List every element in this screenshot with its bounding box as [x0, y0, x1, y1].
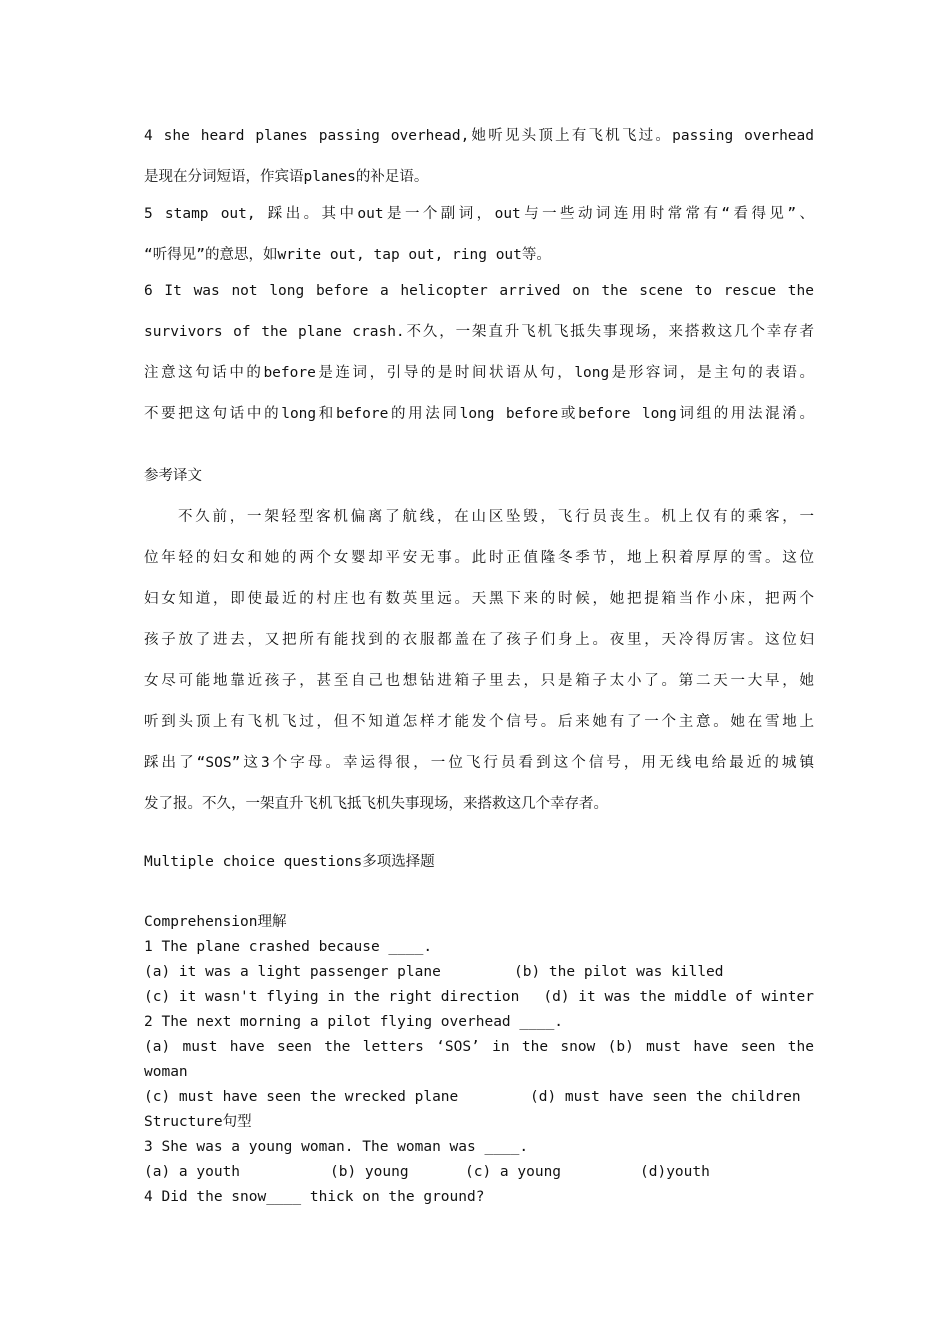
note-line: 6 It was not long before a helicopter arrived on the scene to rescue the	[144, 283, 814, 299]
translation-line: 女尽可能地靠近孩子，甚至自己也想钻进箱子里去，只是箱子太小了。第二天一大早，她	[144, 673, 814, 689]
question-2-option-a-cont: woman	[144, 1064, 188, 1080]
question-3-stem: 3 She was a young woman. The woman was ____.	[144, 1139, 529, 1155]
option-b: (b) young	[330, 1164, 409, 1180]
translation-line: 孩子放了进去，又把所有能找到的衣服都盖在了孩子们身上。夜里，天冷得厉害。这位妇	[144, 632, 814, 648]
question-2-stem: 2 The next morning a pilot flying overhead ____.	[144, 1014, 564, 1030]
note-5	[144, 194, 814, 276]
question-1-stem: 1 The plane crashed because ____.	[144, 939, 433, 955]
option-c: (c) it wasn't flying in the right direction	[144, 989, 520, 1005]
note-4	[144, 116, 814, 198]
mcq-questions	[144, 910, 814, 1210]
structure-heading: Structure句型	[144, 1114, 252, 1130]
question-2-options-row-2	[144, 1085, 814, 1110]
translation-line: 位年轻的妇女和她的两个女婴却平安无事。此时正值隆冬季节，地上积着厚厚的雪。这位	[144, 550, 814, 566]
note-line: 4 she heard planes passing overhead,她听见头顶上有飞机飞过。passing overhead	[144, 128, 814, 144]
option-a: (a) a youth	[144, 1164, 241, 1180]
note-line: 不要把这句话中的long和before的用法同long before或before long词组的用法混淆。	[144, 406, 814, 422]
note-line: survivors of the plane crash.不久，一架直升飞机飞抵失事现场，来搭救这几个幸存者	[144, 324, 814, 340]
question-4-stem: 4 Did the snow____ thick on the ground?	[144, 1189, 485, 1205]
translation-heading: 参考译文	[144, 468, 202, 484]
comprehension-heading: Comprehension理解	[144, 914, 287, 930]
note-6	[144, 271, 814, 435]
question-3-options	[144, 1160, 814, 1185]
question-2-option-a: (a) must have seen the letters ‘SOS’ in the snow (b) must have seen the	[144, 1039, 814, 1055]
mcq-heading: Multiple choice questions多项选择题	[144, 854, 435, 870]
note-line: “听得见”的意思，如write out, tap out, ring out等。	[144, 247, 551, 263]
option-b: (b) the pilot was killed	[514, 964, 724, 980]
translation-line: 不久前，一架轻型客机偏离了航线，在山区坠毁，飞行员丧生。机上仅有的乘客，一	[178, 509, 814, 525]
option-c: (c) must have seen the wrecked plane	[144, 1089, 459, 1105]
translation-line: 发了报。不久，一架直升飞机飞抵飞机失事现场，来搭救这几个幸存者。	[144, 796, 608, 812]
translation-section	[144, 456, 814, 825]
question-1-options-row-2	[144, 985, 814, 1010]
note-line: 是现在分词短语，作宾语planes的补足语。	[144, 169, 429, 185]
option-d: (d) must have seen the children	[530, 1089, 801, 1105]
option-c: (c) a young	[465, 1164, 562, 1180]
option-a: (a) it was a light passenger plane	[144, 964, 441, 980]
translation-line: 踩出了“SOS”这3个字母。幸运得很，一位飞行员看到这个信号，用无线电给最近的城镇	[144, 755, 814, 771]
mcq-heading-block	[144, 842, 814, 883]
note-line: 5 stamp out, 踩出。其中out是一个副词，out与一些动词连用时常常有“看得见”、	[144, 206, 814, 222]
option-d: (d) it was the middle of winter	[543, 989, 814, 1005]
translation-line: 妇女知道，即使最近的村庄也有数英里远。天黑下来的时候，她把提箱当作小床，把两个	[144, 591, 814, 607]
option-d: (d)youth	[640, 1164, 710, 1180]
note-line: 注意这句话中的before是连词，引导的是时间状语从句，long是形容词，是主句的表语。	[144, 365, 814, 381]
question-1-options-row-1	[144, 960, 814, 985]
translation-line: 听到头顶上有飞机飞过，但不知道怎样才能发个信号。后来她有了一个主意。她在雪地上	[144, 714, 814, 730]
